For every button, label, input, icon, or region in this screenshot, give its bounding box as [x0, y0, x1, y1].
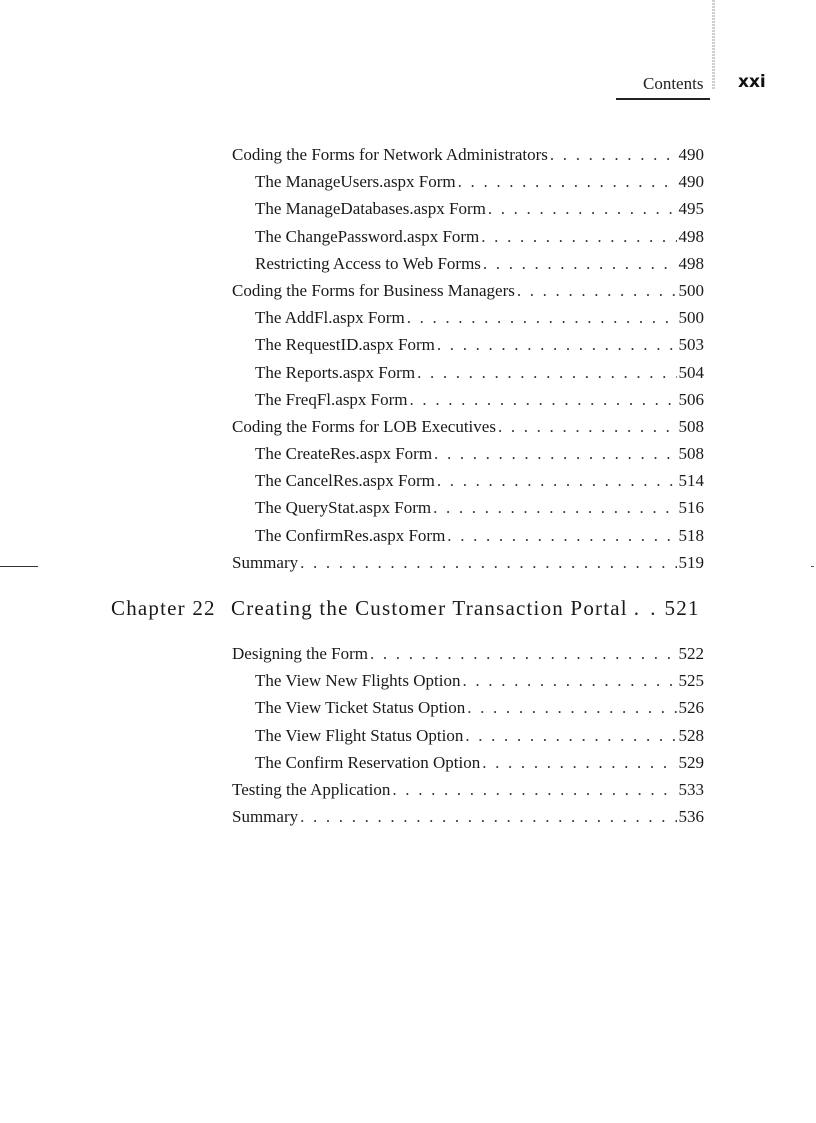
toc-entry[interactable]	[232, 386, 704, 413]
toc-entry-page: 522	[678, 644, 704, 663]
toc-leader-dots	[463, 667, 677, 694]
toc-entry-label: The View New Flights Option	[255, 671, 461, 691]
toc-entry[interactable]	[232, 749, 704, 776]
toc-entry[interactable]	[232, 803, 704, 830]
chapter-title: Creating the Customer Transaction Portal	[231, 596, 628, 620]
toc-leader-dots	[300, 549, 676, 576]
toc-entry[interactable]	[232, 494, 704, 521]
toc-entry-label: The CancelRes.aspx Form	[255, 471, 435, 491]
toc-leader-dots	[370, 640, 677, 667]
toc-leader-dots	[433, 494, 676, 521]
toc-entry-page: 504	[678, 362, 704, 382]
toc-entry[interactable]	[232, 549, 704, 576]
toc-entry[interactable]	[232, 440, 704, 467]
toc-leader-dots	[434, 440, 676, 467]
toc-entry-label: The FreqFl.aspx Form	[255, 389, 408, 409]
chapter-heading[interactable]	[111, 596, 706, 621]
toc-leader-dots	[437, 467, 677, 494]
toc-entry-page: 490	[678, 145, 704, 164]
toc-entry-page: 500	[678, 280, 704, 300]
toc-entry-label: The RequestID.aspx Form	[255, 335, 435, 355]
toc-entry-page: 519	[678, 552, 704, 572]
toc-leader-dots	[488, 195, 677, 222]
toc-entry[interactable]	[232, 467, 704, 494]
toc-entry-page: 500	[678, 308, 704, 328]
toc-entry[interactable]	[232, 667, 704, 694]
toc-entry-label: Summary	[232, 807, 299, 827]
toc-section-chapter-21	[232, 141, 704, 576]
toc-leader-dots	[458, 168, 677, 195]
chapter-page-number: 521	[664, 596, 700, 620]
toc-entry-page: 503	[678, 335, 704, 355]
toc-section-chapter-22	[232, 640, 704, 830]
toc-entry[interactable]	[232, 304, 704, 331]
toc-entry[interactable]	[232, 331, 704, 358]
toc-entry-label: The Confirm Reservation Option	[255, 752, 481, 772]
toc-entry-label: Coding the Forms for LOB Executives	[232, 416, 496, 436]
toc-entry-label: Testing the Application	[232, 779, 391, 799]
toc-leader-dots	[498, 413, 677, 440]
running-header-title: Contents	[643, 74, 704, 93]
toc-entry-page: 529	[678, 752, 704, 772]
toc-entry-label: Restricting Access to Web Forms	[255, 253, 481, 273]
toc-entry[interactable]	[232, 250, 704, 277]
toc-entry-label: The ConfirmRes.aspx Form	[255, 525, 446, 545]
toc-leader-dots	[550, 141, 677, 168]
toc-entry[interactable]	[232, 776, 704, 803]
toc-entry-label: The AddFl.aspx Form	[255, 308, 405, 328]
toc-entry-label: The CreateRes.aspx Form	[255, 444, 433, 464]
toc-entry[interactable]	[232, 359, 704, 386]
toc-entry-page: 536	[678, 807, 704, 827]
toc-entry-page: 526	[678, 698, 704, 718]
toc-leader-dots	[465, 722, 676, 749]
margin-tick-mark	[811, 566, 814, 567]
toc-entry-page: 525	[678, 671, 704, 691]
toc-entry-label: Designing the Form	[232, 644, 368, 663]
toc-entry-page: 514	[678, 471, 704, 491]
toc-entry-page: 508	[678, 444, 704, 464]
toc-leader-dots	[467, 694, 676, 721]
toc-entry-page: 490	[678, 172, 704, 192]
toc-leader-dots	[481, 223, 676, 250]
toc-leader-dots	[407, 304, 677, 331]
toc-entry[interactable]	[232, 168, 704, 195]
toc-entry[interactable]	[232, 722, 704, 749]
toc-entry-page: 498	[678, 253, 704, 273]
toc-entry-page: 518	[678, 525, 704, 545]
toc-entry-label: The View Flight Status Option	[255, 725, 464, 745]
toc-entry-page: 498	[678, 226, 704, 246]
toc-entry[interactable]	[232, 694, 704, 721]
toc-entry-page: 506	[678, 389, 704, 409]
toc-entry[interactable]	[232, 413, 704, 440]
page-gutter-line	[712, 0, 715, 90]
toc-leader-dots	[392, 776, 676, 803]
toc-entry-label: Summary	[232, 552, 299, 572]
toc-entry[interactable]	[232, 640, 704, 667]
toc-leader-dots	[417, 359, 676, 386]
toc-leader-dots	[410, 386, 677, 413]
toc-leader-dots	[483, 250, 677, 277]
chapter-leader-dots: . .	[633, 596, 659, 620]
toc-entry-label: Coding the Forms for Business Managers	[232, 280, 515, 300]
toc-entry[interactable]	[232, 223, 704, 250]
toc-entry[interactable]	[232, 195, 704, 222]
chapter-number: Chapter 22	[111, 596, 216, 620]
margin-tick-mark	[0, 566, 38, 567]
toc-leader-dots	[482, 749, 676, 776]
toc-entry-page: 508	[678, 416, 704, 436]
toc-entry-label: The Reports.aspx Form	[255, 362, 416, 382]
page-number: xxi	[738, 72, 766, 92]
toc-leader-dots	[300, 803, 676, 830]
header-rule	[616, 98, 710, 100]
toc-entry-page: 528	[678, 725, 704, 745]
toc-entry-label: The ChangePassword.aspx Form	[255, 226, 480, 246]
toc-entry-label: The QueryStat.aspx Form	[255, 498, 432, 518]
toc-leader-dots	[447, 522, 676, 549]
toc-entry-label: The ManageDatabases.aspx Form	[255, 199, 486, 219]
toc-entry-page: 533	[678, 779, 704, 799]
toc-entry-label: The View Ticket Status Option	[255, 698, 466, 718]
toc-entry-page: 495	[678, 199, 704, 219]
toc-leader-dots	[437, 331, 677, 358]
toc-leader-dots	[517, 277, 677, 304]
toc-entry-page: 516	[678, 498, 704, 518]
toc-entry[interactable]	[232, 141, 704, 168]
toc-entry-label: The ManageUsers.aspx Form	[255, 172, 456, 192]
toc-entry-label: Coding the Forms for Network Administrators	[232, 145, 548, 164]
toc-entry[interactable]	[232, 522, 704, 549]
toc-entry[interactable]	[232, 277, 704, 304]
